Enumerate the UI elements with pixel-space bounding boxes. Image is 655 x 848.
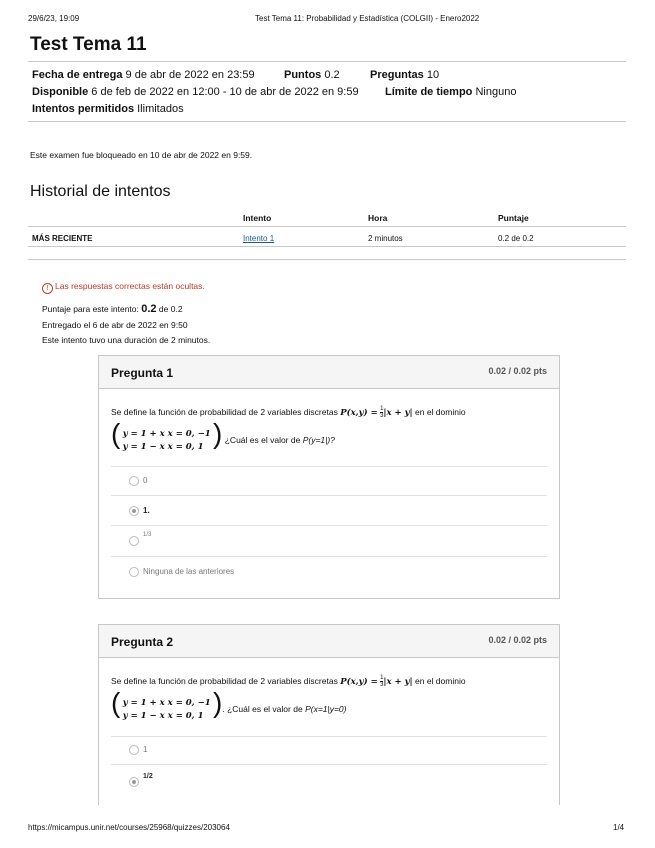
attempt-score-line: Puntaje para este intento: 0.2 de 0.2: [42, 303, 183, 315]
question-title: Pregunta 2: [111, 635, 174, 649]
question-points: 0.02 / 0.02 pts: [488, 366, 547, 376]
option-divider: [111, 466, 547, 467]
divider: [28, 121, 626, 122]
question-count: Preguntas 10: [370, 69, 440, 81]
question-header: [99, 625, 559, 658]
question-points: 0.02 / 0.02 pts: [488, 635, 547, 645]
attempt-time: 2 minutos: [368, 234, 403, 243]
answer-radio[interactable]: [129, 536, 139, 546]
page-title: Test Tema 11: [30, 34, 147, 55]
column-header-score: Puntaje: [498, 213, 529, 223]
due-date: Fecha de entrega 9 de abr de 2022 en 23:59: [32, 69, 255, 81]
column-header-attempt: Intento: [243, 213, 272, 223]
divider: [28, 259, 626, 260]
attempt-link[interactable]: Intento 1: [243, 234, 275, 243]
answer-option: 1: [143, 745, 148, 754]
fraction: $\frac{1}{3}$: [380, 406, 384, 419]
answer-radio[interactable]: [129, 476, 139, 486]
option-divider: [111, 764, 547, 765]
answer-radio[interactable]: [129, 567, 139, 577]
answer-option: 0: [143, 476, 148, 485]
info-circle-icon: !: [42, 283, 53, 294]
answer-radio[interactable]: [129, 745, 139, 755]
print-date: 29/6/23, 19:09: [28, 14, 80, 23]
question-text: Se define la función de probabilidad de 2 variables discretas P(x,y) = $\frac{1}{3}$ |x + y| en el dominio: [111, 675, 466, 688]
question-text: Se define la función de probabilidad de 2 variables discretas P(x,y) = $\frac{1}{3}$ |x + y| en el dominio: [111, 406, 466, 419]
duration-line: Este intento tuvo una duración de 2 minutos.: [42, 335, 211, 345]
question-domain: ( y = 1 + x x = 0, −1 y = 1 − x x = 0, 1 ). ¿Cuál es el valor de P(x=1|y=0): [111, 687, 347, 721]
column-header-time: Hora: [368, 213, 388, 223]
page-number: 1/4: [613, 823, 625, 832]
attempt-score: 0.2 de 0.2: [498, 234, 534, 243]
fraction: $\frac{1}{3}$: [380, 675, 384, 688]
table-divider: [28, 246, 626, 247]
history-title: Historial de intentos: [30, 183, 171, 200]
question-domain: ( y = 1 + x x = 0, −1 y = 1 − x x = 0, 1 ) ¿Cuál es el valor de P(y=1|)?: [111, 418, 335, 452]
hidden-answers-warning: ! Las respuestas correctas están ocultas.: [42, 281, 205, 294]
attempts-allowed: Intentos permitidos Ilimitados: [32, 103, 184, 115]
question-header: [99, 356, 559, 389]
points: Puntos 0.2: [284, 69, 340, 81]
time-limit: Límite de tiempo Ninguno: [385, 86, 517, 98]
question-card: [98, 624, 560, 805]
answer-radio-selected[interactable]: [129, 506, 139, 516]
table-divider: [28, 226, 626, 227]
print-url: https://micampus.unir.net/courses/25968/quizzes/203064: [28, 823, 230, 832]
option-divider: [111, 525, 547, 526]
option-divider: [111, 495, 547, 496]
question-title: Pregunta 1: [111, 366, 174, 380]
locked-notice: Este examen fue bloqueado en 10 de abr de 2022 en 9:59.: [30, 150, 253, 160]
divider: [28, 61, 626, 62]
row-label: MÁS RECIENTE: [32, 234, 93, 243]
answer-option: Ninguna de las anteriores: [143, 567, 235, 576]
question-card: [98, 355, 560, 599]
available-range: Disponible 6 de feb de 2022 en 12:00 - 10 de abr de 2022 en 9:59: [32, 86, 359, 98]
print-title: Test Tema 11: Probabilidad y Estadística (COLGII) - Enero2022: [255, 14, 480, 23]
option-divider: [111, 736, 547, 737]
answer-option-selected: 1/2: [143, 773, 153, 780]
option-divider: [111, 556, 547, 557]
submitted-line: Entregado el 6 de abr de 2022 en 9:50: [42, 320, 188, 330]
answer-radio-selected[interactable]: [129, 777, 139, 787]
answer-option: 1/3: [143, 532, 152, 538]
answer-option-selected: 1.: [143, 506, 150, 515]
